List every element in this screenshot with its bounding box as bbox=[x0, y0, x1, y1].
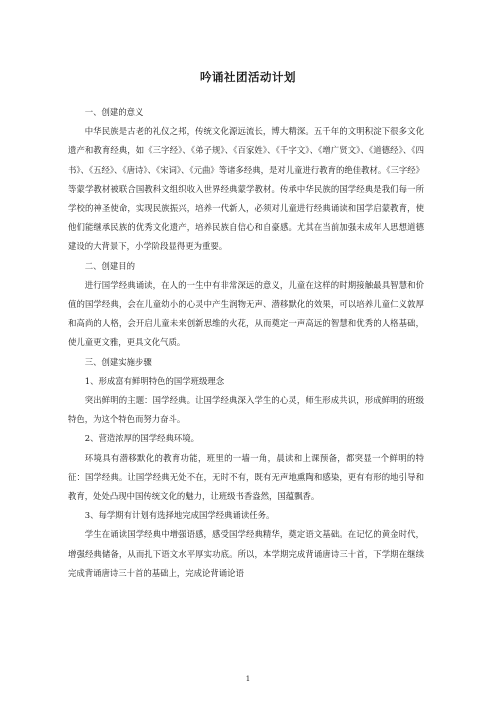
page-number: 1 bbox=[245, 675, 251, 683]
paragraph: 突出鲜明的主题：国学经典。让国学经典深入学生的心灵，师生形成共识，形成鲜明的班级特色，为这个特色而努力奋斗。 bbox=[68, 395, 424, 425]
section-heading-purpose: 二、创建目的 bbox=[84, 260, 136, 271]
document-body bbox=[68, 103, 424, 583]
step-heading: 2、营造浓厚的国学经典环境。 bbox=[84, 433, 199, 444]
paragraph: 中华民族是古老的礼仪之邦，传统文化源远流长，博大精深。五千年的文明积淀下很多文化遗产和教育经典，如《三字经》、《弟子规》、《百家姓》、《千字文》、《增广贤文》、《道德经》、《四书》、《五经》、《唐诗》、《宋词》、《元曲》等诸多经典，是对儿童进行教育的绝佳教材。《三字经》等蒙学教材被联合国教科文组织收入世界经典蒙学教材。传承中华民族的国学经典是我们每一所学校的神圣使命，实现民族振兴，培养一代新人，必须对儿童进行经典诵读和国学启蒙教育，使他们能继承民族的优秀文化遗产，培养民族自信心和自豪感。尤其在当前加强未成年人思想道德建设的大背景下，小学阶段显得更为重要。 bbox=[68, 126, 424, 252]
paragraph: 学生在诵读国学经典中增强语感，感受国学经典精华，奠定语文基础。在记忆的黄金时代，增强经典储备，从而扎下语文水平厚实功底。所以，本学期完成背诵唐诗三十首，下学期在继续完成背诵唐诗三十首的基础上，完成论背诵论语 bbox=[68, 529, 424, 578]
section-heading-significance: 一、创建的意义 bbox=[84, 107, 144, 117]
step-heading: 1、形成富有鲜明特色的国学班级理念 bbox=[84, 375, 225, 386]
step-heading: 3、每学期有计划有选择地完成国学经典诵读任务。 bbox=[84, 510, 275, 521]
paragraph: 环境具有潜移默化的教育功能，班里的一墙一角，晨读和上课预备，都突显一个鲜明的特征：国学经典。让国学经典无处不在，无时不有，既有无声地熏陶和感染，更有有形的地引导和教育，处处凸现中国传统文化的魅力，让班级书香盎然，国蕴飘香。 bbox=[68, 452, 424, 502]
page-title: 吟诵社团活动计划 bbox=[200, 70, 296, 84]
section-heading-steps: 三、创建实施步骤 bbox=[84, 356, 152, 367]
paragraph: 进行国学经典诵读，在人的一生中有非常深远的意义，儿童在这样的时期接触最具智慧和价值的国学经典，会在儿童幼小的心灵中产生润物无声、潜移默化的效果，可以培养儿童仁义敦厚和高尚的人格，会开启儿童未来创新思维的火花，从而奠定一声高远的智慧和优秀的人格基础，使儿童更文雅，更具文化气质。 bbox=[68, 279, 424, 348]
